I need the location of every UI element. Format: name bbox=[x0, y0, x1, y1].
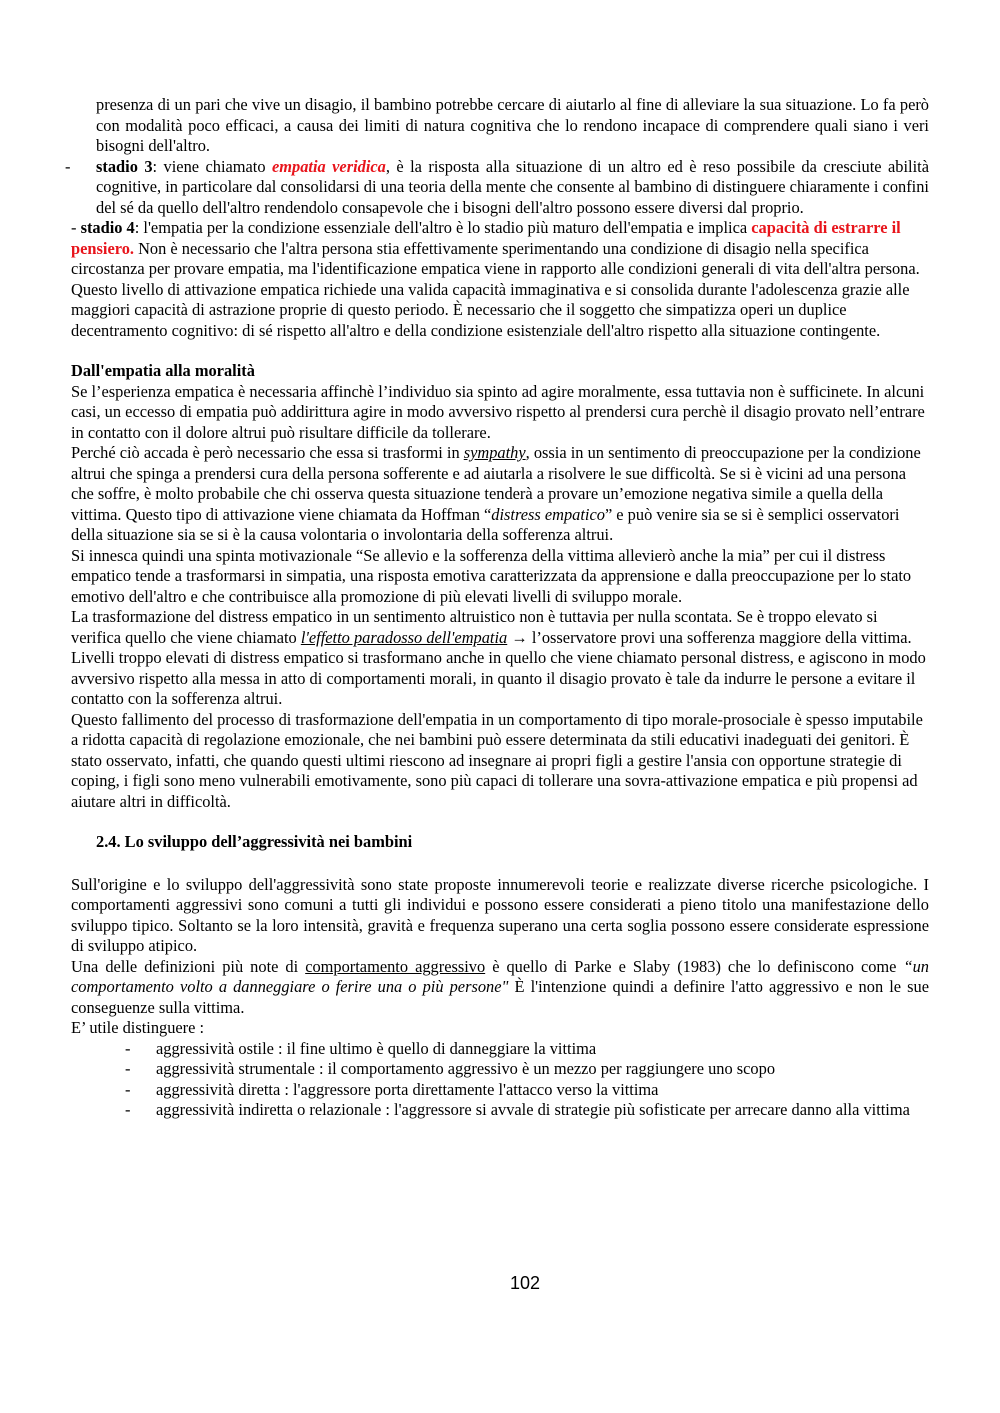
morality-p2-text-a: Perché ciò accada è però necessario che essa si trasformi in bbox=[71, 443, 464, 462]
morality-paragraph-5: Livelli troppo elevati di distress empatico si trasformano anche in quello che viene chiamato personal distress, e agiscono in modo avversivo rispetto alla messa in atto di comportamenti morali, in quanto il disagio provato è tale da indurre le persone a evitare il contatto con la sofferenza altrui. bbox=[71, 648, 926, 708]
aggression-p2-text-c: È l'intenzione quindi a definire l'atto aggressivo e non le sue conseguenze sulla vittima. bbox=[71, 977, 929, 1017]
stadio-4-text-1: : l'empatia per la condizione essenziale dell'altro è lo stadio più maturo dell'empatia e implica bbox=[134, 218, 752, 237]
capacita-term: capacità di estrarre il pensiero. bbox=[71, 218, 901, 258]
list-dash: - bbox=[125, 1038, 131, 1058]
stadio-4-label: stadio 4 bbox=[80, 218, 135, 237]
morality-p4-text-b: → l’osservatore provi una sofferenza maggiore della vittima. bbox=[507, 627, 912, 647]
list-item-text: aggressività strumentale : il comportamento aggressivo è un mezzo per raggiungere uno scopo bbox=[156, 1059, 776, 1078]
stadio-4-dash: - bbox=[71, 218, 81, 237]
list-item-text: aggressività diretta : l'aggressore porta direttamente l'attacco verso la vittima bbox=[156, 1079, 659, 1099]
distress-empatico-term: distress empatico bbox=[491, 504, 605, 524]
stadio-4-paragraph bbox=[71, 218, 929, 341]
morality-heading: Dall'empatia alla moralità bbox=[71, 361, 255, 380]
list-item bbox=[125, 1039, 929, 1060]
morality-p4-text-a: La trasformazione del distress empatico in un sentimento altruistico non è tuttavia per nulla scontata. Se è troppo elevato si verifica quello che viene chiamato bbox=[71, 607, 878, 647]
aggression-p2-text-b: è quello di Parke e Slaby (1983) che lo definiscono come bbox=[485, 956, 904, 976]
aggression-paragraph-2 bbox=[71, 957, 929, 1019]
stadio-4-text-2: Non è necessario che l'altra persona stia effettivamente sperimentando una condizione di disagio nella specifica circostanza per provare empatia, ma l'identificazione empatica viene in rapporto alle condizioni generali di vita dell'altra persona. Questo livello di attivazione empatica richiede una valida capacità immaginativa e si consolida durante l'adolescenza grazie alle maggiori capacità di astrazione proprie di questo periodo. È necessario che il soggetto che simpatizza operi un duplice decentramento cognitivo: di sé rispetto all'altro e della condizione esistenziale dell'altro rispetto alla situazione contingente. bbox=[71, 238, 920, 340]
page-number: 102 bbox=[509, 1273, 541, 1293]
list-item-text: aggressività indiretta o relazionale : l'aggressore si avvale di strategie più sofisticate per arrecare danno alla vittima bbox=[156, 1100, 910, 1119]
page-content bbox=[65, 95, 929, 1137]
list-item bbox=[125, 1080, 929, 1101]
sympathy-term: sympathy bbox=[463, 443, 526, 462]
list-dash: - bbox=[125, 1079, 131, 1099]
morality-paragraph-1: Se l’esperienza empatica è necessaria affinchè l’individuo sia spinto ad agire moralmente, essa tuttavia non è sufficinete. In alcuni casi, un eccesso di empatia può addirittura agire in modo avversivo rispetto al prendersi cura perchè il disagio provato nell’entrare in contatto con il dolore altrui può risultare difficile da tollerare. bbox=[71, 381, 925, 442]
morality-paragraph-6: Questo fallimento del processo di trasformazione dell'empatia in un comportamento di tipo morale-prosociale è spesso imputabile a ridotta capacità di regolazione emozionale, che nei bambini può essere determinata da stili educativi inadeguati dei genitori. È stato osservato, infatti, che quando questi ultimi riescono ad insegnare ai propri figli a gestire l'ansia con opportune strategie di coping, i figli sono meno vulnerabili emotivamente, sono più capaci di tollerare una sovra-attivazione empatica e più propensi ad aiutare altri in difficoltà. bbox=[71, 709, 923, 811]
list-dash: - bbox=[125, 1059, 131, 1078]
list-dash: - bbox=[125, 1100, 131, 1119]
list-item bbox=[125, 1100, 929, 1121]
stadio-3-label: stadio 3 bbox=[96, 156, 153, 176]
aggression-types-list bbox=[125, 1039, 929, 1121]
aggression-p2-text-a: Una delle definizioni più note di bbox=[71, 956, 306, 976]
list-item bbox=[125, 1059, 929, 1080]
morality-paragraph-2 bbox=[71, 443, 929, 546]
stadio-3-item bbox=[65, 156, 929, 219]
stadio-3-text: , è la risposta alla situazione di un altro ed è reso possibile da cresciute abilità cognitive, in particolare dal consolidarsi di una teoria della mente che consente al bambino di distinguere chiaramente i confini del sé da quello dell'altro rendendolo consapevole che i bisogni dell'altro possono essere diversi dal proprio. bbox=[96, 156, 929, 217]
stadio-3-sep: : viene chiamato bbox=[152, 156, 272, 176]
intro-continuation: presenza di un pari che vive un disagio, il bambino potrebbe cercare di aiutarlo al fine di alleviare la sua situazione. Lo fa però con modalità poco efficaci, a causa dei limiti di natura cognitiva che lo rendono incapace di comprendere quali siano i veri bisogni dell'altro. bbox=[96, 95, 929, 155]
section-title: 2.4. Lo sviluppo dell’aggressività nei bambini bbox=[96, 832, 413, 851]
morality-p2-text-b: , ossia in un sentimento di preoccupazione per la condizione altrui che spinga a prendersi cura della persona sofferente e ad aiutarla a risolvere le sue difficoltà. Se si è vicini ad una persona che soffre, è molto probabile che chi osserva questa situazione tenderà a provare un’emozione negativa simile a quella della vittima. Questo tipo di attivazione viene chiamata da Hoffman “ bbox=[71, 443, 921, 524]
morality-paragraph-4 bbox=[71, 607, 929, 648]
definition-quote: “un comportamento volto a danneggiare o ferire una o più persone" bbox=[71, 956, 929, 996]
effetto-paradosso-term: l'effetto paradosso dell'empatia bbox=[300, 627, 508, 647]
list-item-text: aggressività ostile : il fine ultimo è quello di danneggiare la vittima bbox=[156, 1038, 597, 1058]
empatia-veridica-term: empatia veridica bbox=[272, 156, 386, 176]
morality-paragraph-3: Si innesca quindi una spinta motivazionale “Se allevio e la sofferenza della vittima allevierò anche la mia” per cui il distress empatico tende a trasformarsi in simpatia, una risposta emotiva caratterizzata da apprensione e dalla preoccupazione per lo stato emotivo dell'altro e che contribuisce alla promozione di più elevati livelli di sviluppo morale. bbox=[71, 545, 912, 606]
list-dash: - bbox=[65, 156, 71, 176]
comportamento-aggressivo-term: comportamento aggressivo bbox=[305, 956, 486, 976]
aggression-paragraph-1: Sull'origine e lo sviluppo dell'aggressività sono state proposte innumerevoli teorie e realizzate diverse ricerche psicologiche. I comportamenti aggressivi sono comuni a tutti gli individui e possono essere considerati a pieno titolo una manifestazione dello sviluppo tipico. Soltanto se la loro intensità, gravità e frequenza superano una certa soglia possono essere considerate espressione di sviluppo atipico. bbox=[71, 874, 929, 955]
morality-p2-text-c: ” e può venire sia se si è semplici osservatori della situazione sia se si è la causa volontaria o involontaria della sofferenza altrui. bbox=[71, 504, 900, 544]
aggression-paragraph-3: E’ utile distinguere : bbox=[71, 1018, 205, 1037]
